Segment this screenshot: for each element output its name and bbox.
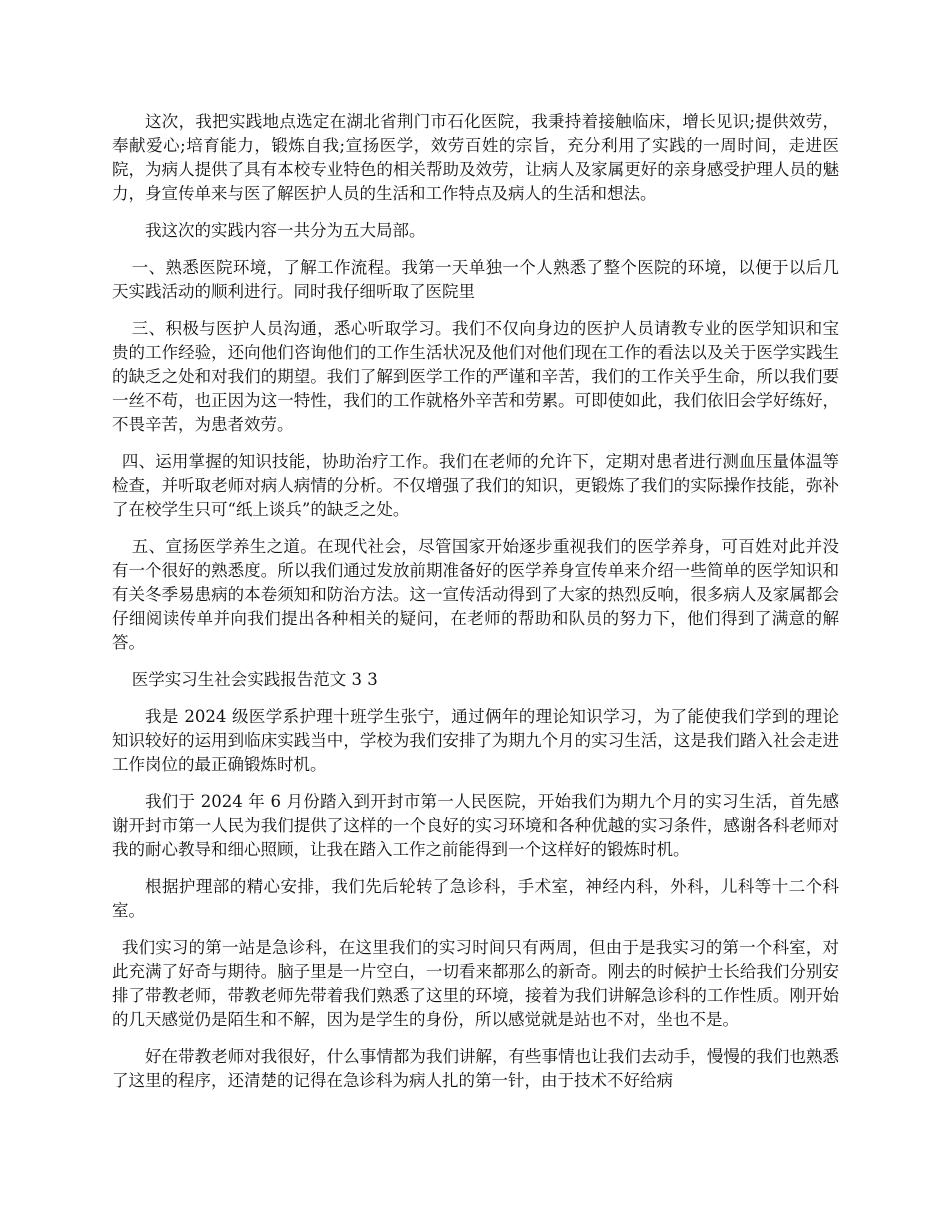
- paragraph-internship-location: 这次，我把实践地点选定在湖北省荆门市石化医院，我秉持着接触临床，增长见识;提供效劳，奉献爱心;培育能力，锻炼自我;宣扬医学，效劳百姓的宗旨，充分利用了实践的一周时间，走进医院，为病人提供了具有本校专业特色的相关帮助及效劳，让病人及家属更好的亲身感受护理人员的魅力，身宣传单来与医了解医护人员的生活和工作特点及病人的生活和想法。: [112, 112, 839, 203]
- paragraph-department-rotation: 根据护理部的精心安排，我们先后轮转了急诊科，手术室，神经内科，外科，儿科等十二个科室。: [112, 877, 839, 920]
- paragraph-section-three: 三、积极与医护人员沟通，悉心听取学习。我们不仅向身边的医护人员请教专业的医学知识和宝贵的工作经验，还向他们咨询他们的工作生活状况及他们对他们现在工作的看法以及关于医学实践生的缺乏之处和对我们的期望。我们了解到医学工作的严谨和辛苦，我们的工作关乎生命，所以我们要一丝不苟，也正因为这一特性，我们的工作就格外辛苦和劳累。可即使如此，我们依旧会学好练好，不畏辛苦，为患者效劳。: [112, 319, 839, 434]
- paragraph-student-intro: 我是 2024 级医学系护理十班学生张宁，通过俩年的理论知识学习，为了能使我们学到的理论知识较好的运用到临床实践当中，学校为我们安排了为期九个月的实习生活，这是我们踏入社会走进工作岗位的最正确锻炼时机。: [112, 707, 839, 774]
- paragraph-section-one: 一、熟悉医院环境，了解工作流程。我第一天单独一个人熟悉了整个医院的环境，以便于以后几天实践活动的顺利进行。同时我仔细听取了医院里: [112, 258, 839, 301]
- document-page: [112, 110, 839, 1106]
- section-heading: 医学实习生社会实践报告范文 3 3: [131, 670, 378, 689]
- paragraph-hospital-thanks: 我们于 2024 年 6 月份踏入到开封市第一人民医院，开始我们为期九个月的实习生活，首先感谢开封市第一人民为我们提供了这样的一个良好的实习环境和各种优越的实习条件，感谢各科老师对我的耐心教导和细心照顾，让我在踏入工作之前能得到一个这样好的锻炼时机。: [112, 792, 839, 859]
- paragraph-section-four: 四、运用掌握的知识技能，协助治疗工作。我们在老师的允许下，定期对患者进行测血压量体温等检查，并听取老师对病人病情的分析。不仅增强了我们的知识，更锻炼了我们的实际操作技能，弥补了在校学生只可“纸上谈兵”的缺乏之处。: [112, 452, 839, 519]
- paragraph-emergency-department: 我们实习的第一站是急诊科，在这里我们的实习时间只有两周，但由于是我实习的第一个科室，对此充满了好奇与期待。脑子里是一片空白，一切看来都那么的新奇。刚去的时候护士长给我们分别安排了带教老师，带教老师先带着我们熟悉了这里的环境，接着为我们讲解急诊科的工作性质。刚开始的几天感觉仍是陌生和不解，因为是学生的身份，所以感觉就是站也不对，坐也不是。: [112, 938, 839, 1029]
- paragraph-section-five: 五、宣扬医学养生之道。在现代社会，尽管国家开始逐步重视我们的医学养身，可百姓对此并没有一个很好的熟悉度。所以我们通过发放前期准备好的医学养身宣传单来介绍一些简单的医学知识和有关冬季易患病的本卷须知和防治方法。这一宣传活动得到了大家的热烈反响，很多病人及家属都会仔细阅读传单并向我们提出各种相关的疑问，在老师的帮助和队员的努力下，他们得到了满意的解答。: [112, 537, 839, 652]
- paragraph-teacher-guidance: 好在带教老师对我很好，什么事情都为我们讲解，有些事情也让我们去动手，慢慢的我们也熟悉了这里的程序，还清楚的记得在急诊科为病人扎的第一针，由于技术不好给病: [112, 1047, 839, 1090]
- paragraph-content-overview: 我这次的实践内容一共分为五大局部。: [145, 221, 426, 240]
